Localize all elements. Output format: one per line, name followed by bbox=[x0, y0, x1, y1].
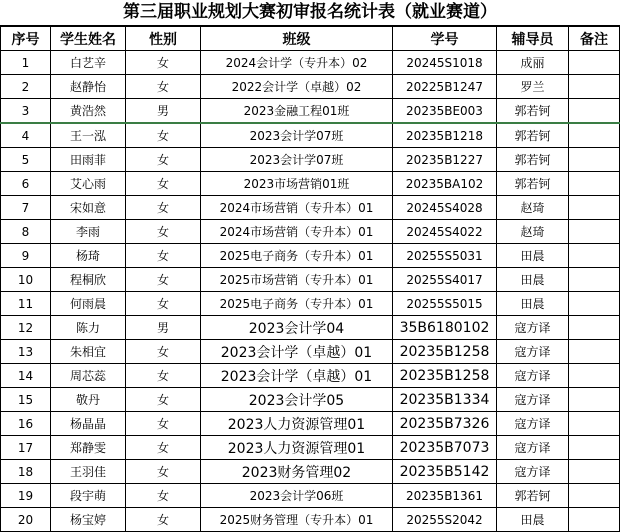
gender-cell[interactable]: 女 bbox=[126, 436, 201, 460]
index-cell[interactable]: 6 bbox=[1, 172, 51, 196]
student-id-cell[interactable]: 20245S4022 bbox=[393, 220, 497, 244]
index-cell[interactable]: 8 bbox=[1, 220, 51, 244]
table-row bbox=[1, 196, 620, 220]
student-name-cell[interactable]: 杨琦 bbox=[51, 244, 126, 268]
table-row bbox=[1, 388, 620, 412]
counselor-cell[interactable]: 寇方译 bbox=[497, 436, 569, 460]
table-row bbox=[1, 123, 620, 148]
class-cell[interactable]: 2025电子商务（专升本）01 bbox=[201, 292, 393, 316]
index-cell[interactable]: 15 bbox=[1, 388, 51, 412]
student-name-cell[interactable]: 陈力 bbox=[51, 316, 126, 340]
student-id-cell[interactable]: 20235BE003 bbox=[393, 99, 497, 124]
remarks-cell[interactable] bbox=[569, 436, 620, 460]
student-id-cell[interactable]: 20235BA102 bbox=[393, 172, 497, 196]
index-cell[interactable]: 2 bbox=[1, 75, 51, 99]
gender-cell[interactable]: 女 bbox=[126, 364, 201, 388]
remarks-cell[interactable] bbox=[569, 292, 620, 316]
gender-cell[interactable]: 女 bbox=[126, 388, 201, 412]
remarks-cell[interactable] bbox=[569, 316, 620, 340]
gender-cell[interactable]: 女 bbox=[126, 340, 201, 364]
student-name-cell[interactable]: 王一泓 bbox=[51, 123, 126, 148]
counselor-cell[interactable]: 罗兰 bbox=[497, 75, 569, 99]
student-id-cell[interactable]: 20245S1018 bbox=[393, 51, 497, 75]
index-cell[interactable]: 19 bbox=[1, 484, 51, 508]
student-id-cell[interactable]: 20235B7073 bbox=[393, 436, 497, 460]
student-name-cell[interactable]: 何雨晨 bbox=[51, 292, 126, 316]
remarks-cell[interactable] bbox=[569, 220, 620, 244]
student-name-cell[interactable]: 杨晶晶 bbox=[51, 412, 126, 436]
counselor-cell[interactable]: 田晨 bbox=[497, 292, 569, 316]
index-cell[interactable]: 1 bbox=[1, 51, 51, 75]
class-cell[interactable]: 2023会计学04 bbox=[201, 316, 393, 340]
table-row bbox=[1, 484, 620, 508]
counselor-cell[interactable]: 郭若钶 bbox=[497, 484, 569, 508]
remarks-cell[interactable] bbox=[569, 388, 620, 412]
index-cell[interactable]: 4 bbox=[1, 123, 51, 148]
index-cell[interactable]: 16 bbox=[1, 412, 51, 436]
student-id-cell[interactable]: 20255S5031 bbox=[393, 244, 497, 268]
gender-cell[interactable]: 女 bbox=[126, 51, 201, 75]
counselor-cell[interactable]: 郭若钶 bbox=[497, 123, 569, 148]
index-cell[interactable]: 11 bbox=[1, 292, 51, 316]
class-cell[interactable]: 2023金融工程01班 bbox=[201, 99, 393, 124]
class-cell[interactable]: 2023市场营销01班 bbox=[201, 172, 393, 196]
index-cell[interactable]: 7 bbox=[1, 196, 51, 220]
student-id-cell[interactable]: 20235B7326 bbox=[393, 412, 497, 436]
table-row bbox=[1, 412, 620, 436]
student-name-cell[interactable]: 杨宝婷 bbox=[51, 508, 126, 532]
student-name-cell[interactable]: 艾心雨 bbox=[51, 172, 126, 196]
class-cell[interactable]: 2023人力资源管理01 bbox=[201, 436, 393, 460]
student-name-cell[interactable]: 郑静雯 bbox=[51, 436, 126, 460]
counselor-cell[interactable]: 寇方译 bbox=[497, 364, 569, 388]
table-row bbox=[1, 508, 620, 532]
student-name-cell[interactable]: 敬丹 bbox=[51, 388, 126, 412]
student-name-cell[interactable]: 田雨菲 bbox=[51, 148, 126, 172]
index-cell[interactable]: 13 bbox=[1, 340, 51, 364]
student-id-cell[interactable]: 20235B1218 bbox=[393, 123, 497, 148]
remarks-cell[interactable] bbox=[569, 484, 620, 508]
remarks-cell[interactable] bbox=[569, 412, 620, 436]
remarks-cell[interactable] bbox=[569, 364, 620, 388]
student-name-cell[interactable]: 周芯蕊 bbox=[51, 364, 126, 388]
student-id-cell[interactable]: 20235B1334 bbox=[393, 388, 497, 412]
gender-cell[interactable]: 女 bbox=[126, 484, 201, 508]
counselor-cell[interactable]: 郭若钶 bbox=[497, 99, 569, 124]
registration-table bbox=[0, 26, 620, 532]
header-class[interactable]: 班级 bbox=[201, 27, 393, 51]
index-cell[interactable]: 18 bbox=[1, 460, 51, 484]
header-remarks[interactable]: 备注 bbox=[569, 27, 620, 51]
remarks-cell[interactable] bbox=[569, 75, 620, 99]
class-cell[interactable]: 2023会计学（卓越）01 bbox=[201, 340, 393, 364]
counselor-cell[interactable]: 赵琦 bbox=[497, 196, 569, 220]
counselor-cell[interactable]: 寇方译 bbox=[497, 316, 569, 340]
table-row bbox=[1, 148, 620, 172]
gender-cell[interactable]: 女 bbox=[126, 268, 201, 292]
class-cell[interactable]: 2023财务管理02 bbox=[201, 460, 393, 484]
gender-cell[interactable]: 女 bbox=[126, 148, 201, 172]
table-row bbox=[1, 460, 620, 484]
table-row bbox=[1, 436, 620, 460]
student-name-cell[interactable]: 朱相宜 bbox=[51, 340, 126, 364]
student-id-cell[interactable]: 20245S4028 bbox=[393, 196, 497, 220]
index-cell[interactable]: 3 bbox=[1, 99, 51, 124]
table-row bbox=[1, 316, 620, 340]
remarks-cell[interactable] bbox=[569, 460, 620, 484]
class-cell[interactable]: 2024市场营销（专升本）01 bbox=[201, 196, 393, 220]
student-id-cell[interactable]: 20255S4017 bbox=[393, 268, 497, 292]
table-row bbox=[1, 340, 620, 364]
remarks-cell[interactable] bbox=[569, 268, 620, 292]
student-id-cell[interactable]: 20235B1258 bbox=[393, 340, 497, 364]
class-cell[interactable]: 2023会计学05 bbox=[201, 388, 393, 412]
remarks-cell[interactable] bbox=[569, 196, 620, 220]
class-cell[interactable]: 2025财务管理（专升本）01 bbox=[201, 508, 393, 532]
counselor-cell[interactable]: 寇方译 bbox=[497, 388, 569, 412]
table-row bbox=[1, 99, 620, 124]
header-gender[interactable]: 性别 bbox=[126, 27, 201, 51]
table-row bbox=[1, 172, 620, 196]
remarks-cell[interactable] bbox=[569, 244, 620, 268]
class-cell[interactable]: 2025电子商务（专升本）01 bbox=[201, 244, 393, 268]
class-cell[interactable]: 2025市场营销（专升本）01 bbox=[201, 268, 393, 292]
class-cell[interactable]: 2023会计学07班 bbox=[201, 123, 393, 148]
counselor-cell[interactable]: 寇方译 bbox=[497, 340, 569, 364]
gender-cell[interactable]: 女 bbox=[126, 412, 201, 436]
table-row bbox=[1, 268, 620, 292]
student-name-cell[interactable]: 白艺辛 bbox=[51, 51, 126, 75]
class-cell[interactable]: 2024会计学（专升本）02 bbox=[201, 51, 393, 75]
remarks-cell[interactable] bbox=[569, 340, 620, 364]
counselor-cell[interactable]: 郭若钶 bbox=[497, 172, 569, 196]
remarks-cell[interactable] bbox=[569, 148, 620, 172]
header-index[interactable]: 序号 bbox=[1, 27, 51, 51]
class-cell[interactable]: 2022会计学（卓越）02 bbox=[201, 75, 393, 99]
gender-cell[interactable]: 女 bbox=[126, 220, 201, 244]
counselor-cell[interactable]: 田晨 bbox=[497, 244, 569, 268]
header-counselor[interactable]: 辅导员 bbox=[497, 27, 569, 51]
counselor-cell[interactable]: 寇方译 bbox=[497, 412, 569, 436]
index-cell[interactable]: 5 bbox=[1, 148, 51, 172]
student-id-cell[interactable]: 20255S2042 bbox=[393, 508, 497, 532]
student-name-cell[interactable]: 赵静怡 bbox=[51, 75, 126, 99]
student-id-cell[interactable]: 20255S5015 bbox=[393, 292, 497, 316]
table-row bbox=[1, 220, 620, 244]
class-cell[interactable]: 2023人力资源管理01 bbox=[201, 412, 393, 436]
table-row bbox=[1, 75, 620, 99]
gender-cell[interactable]: 女 bbox=[126, 196, 201, 220]
index-cell[interactable]: 9 bbox=[1, 244, 51, 268]
counselor-cell[interactable]: 田晨 bbox=[497, 268, 569, 292]
class-cell[interactable]: 2023会计学06班 bbox=[201, 484, 393, 508]
index-cell[interactable]: 10 bbox=[1, 268, 51, 292]
remarks-cell[interactable] bbox=[569, 99, 620, 124]
header-student-name[interactable]: 学生姓名 bbox=[51, 27, 126, 51]
gender-cell[interactable]: 女 bbox=[126, 460, 201, 484]
index-cell[interactable]: 12 bbox=[1, 316, 51, 340]
index-cell[interactable]: 17 bbox=[1, 436, 51, 460]
remarks-cell[interactable] bbox=[569, 51, 620, 75]
student-name-cell[interactable]: 程桐欣 bbox=[51, 268, 126, 292]
student-id-cell[interactable]: 35B6180102 bbox=[393, 316, 497, 340]
index-cell[interactable]: 20 bbox=[1, 508, 51, 532]
header-student-id[interactable]: 学号 bbox=[393, 27, 497, 51]
class-cell[interactable]: 2024市场营销（专升本）01 bbox=[201, 220, 393, 244]
gender-cell[interactable]: 女 bbox=[126, 123, 201, 148]
sheet-title: 第三届职业规划大赛初审报名统计表（就业赛道） bbox=[0, 0, 620, 26]
counselor-cell[interactable]: 田晨 bbox=[497, 508, 569, 532]
student-name-cell[interactable]: 王羽佳 bbox=[51, 460, 126, 484]
student-name-cell[interactable]: 段宇萌 bbox=[51, 484, 126, 508]
table-row bbox=[1, 51, 620, 75]
student-id-cell[interactable]: 20225B1247 bbox=[393, 75, 497, 99]
class-cell[interactable]: 2023会计学（卓越）01 bbox=[201, 364, 393, 388]
table-row bbox=[1, 244, 620, 268]
gender-cell[interactable]: 女 bbox=[126, 172, 201, 196]
remarks-cell[interactable] bbox=[569, 508, 620, 532]
student-id-cell[interactable]: 20235B1227 bbox=[393, 148, 497, 172]
student-id-cell[interactable]: 20235B1361 bbox=[393, 484, 497, 508]
student-name-cell[interactable]: 宋如意 bbox=[51, 196, 126, 220]
student-name-cell[interactable]: 李雨 bbox=[51, 220, 126, 244]
counselor-cell[interactable]: 赵琦 bbox=[497, 220, 569, 244]
gender-cell[interactable]: 男 bbox=[126, 99, 201, 124]
gender-cell[interactable]: 男 bbox=[126, 316, 201, 340]
gender-cell[interactable]: 女 bbox=[126, 508, 201, 532]
gender-cell[interactable]: 女 bbox=[126, 75, 201, 99]
gender-cell[interactable]: 女 bbox=[126, 292, 201, 316]
remarks-cell[interactable] bbox=[569, 123, 620, 148]
table-row bbox=[1, 292, 620, 316]
table-row bbox=[1, 364, 620, 388]
counselor-cell[interactable]: 成丽 bbox=[497, 51, 569, 75]
student-id-cell[interactable]: 20235B5142 bbox=[393, 460, 497, 484]
class-cell[interactable]: 2023会计学07班 bbox=[201, 148, 393, 172]
gender-cell[interactable]: 女 bbox=[126, 244, 201, 268]
index-cell[interactable]: 14 bbox=[1, 364, 51, 388]
remarks-cell[interactable] bbox=[569, 172, 620, 196]
counselor-cell[interactable]: 寇方译 bbox=[497, 460, 569, 484]
student-name-cell[interactable]: 黄浩然 bbox=[51, 99, 126, 124]
header-row bbox=[1, 27, 620, 51]
counselor-cell[interactable]: 郭若钶 bbox=[497, 148, 569, 172]
student-id-cell[interactable]: 20235B1258 bbox=[393, 364, 497, 388]
